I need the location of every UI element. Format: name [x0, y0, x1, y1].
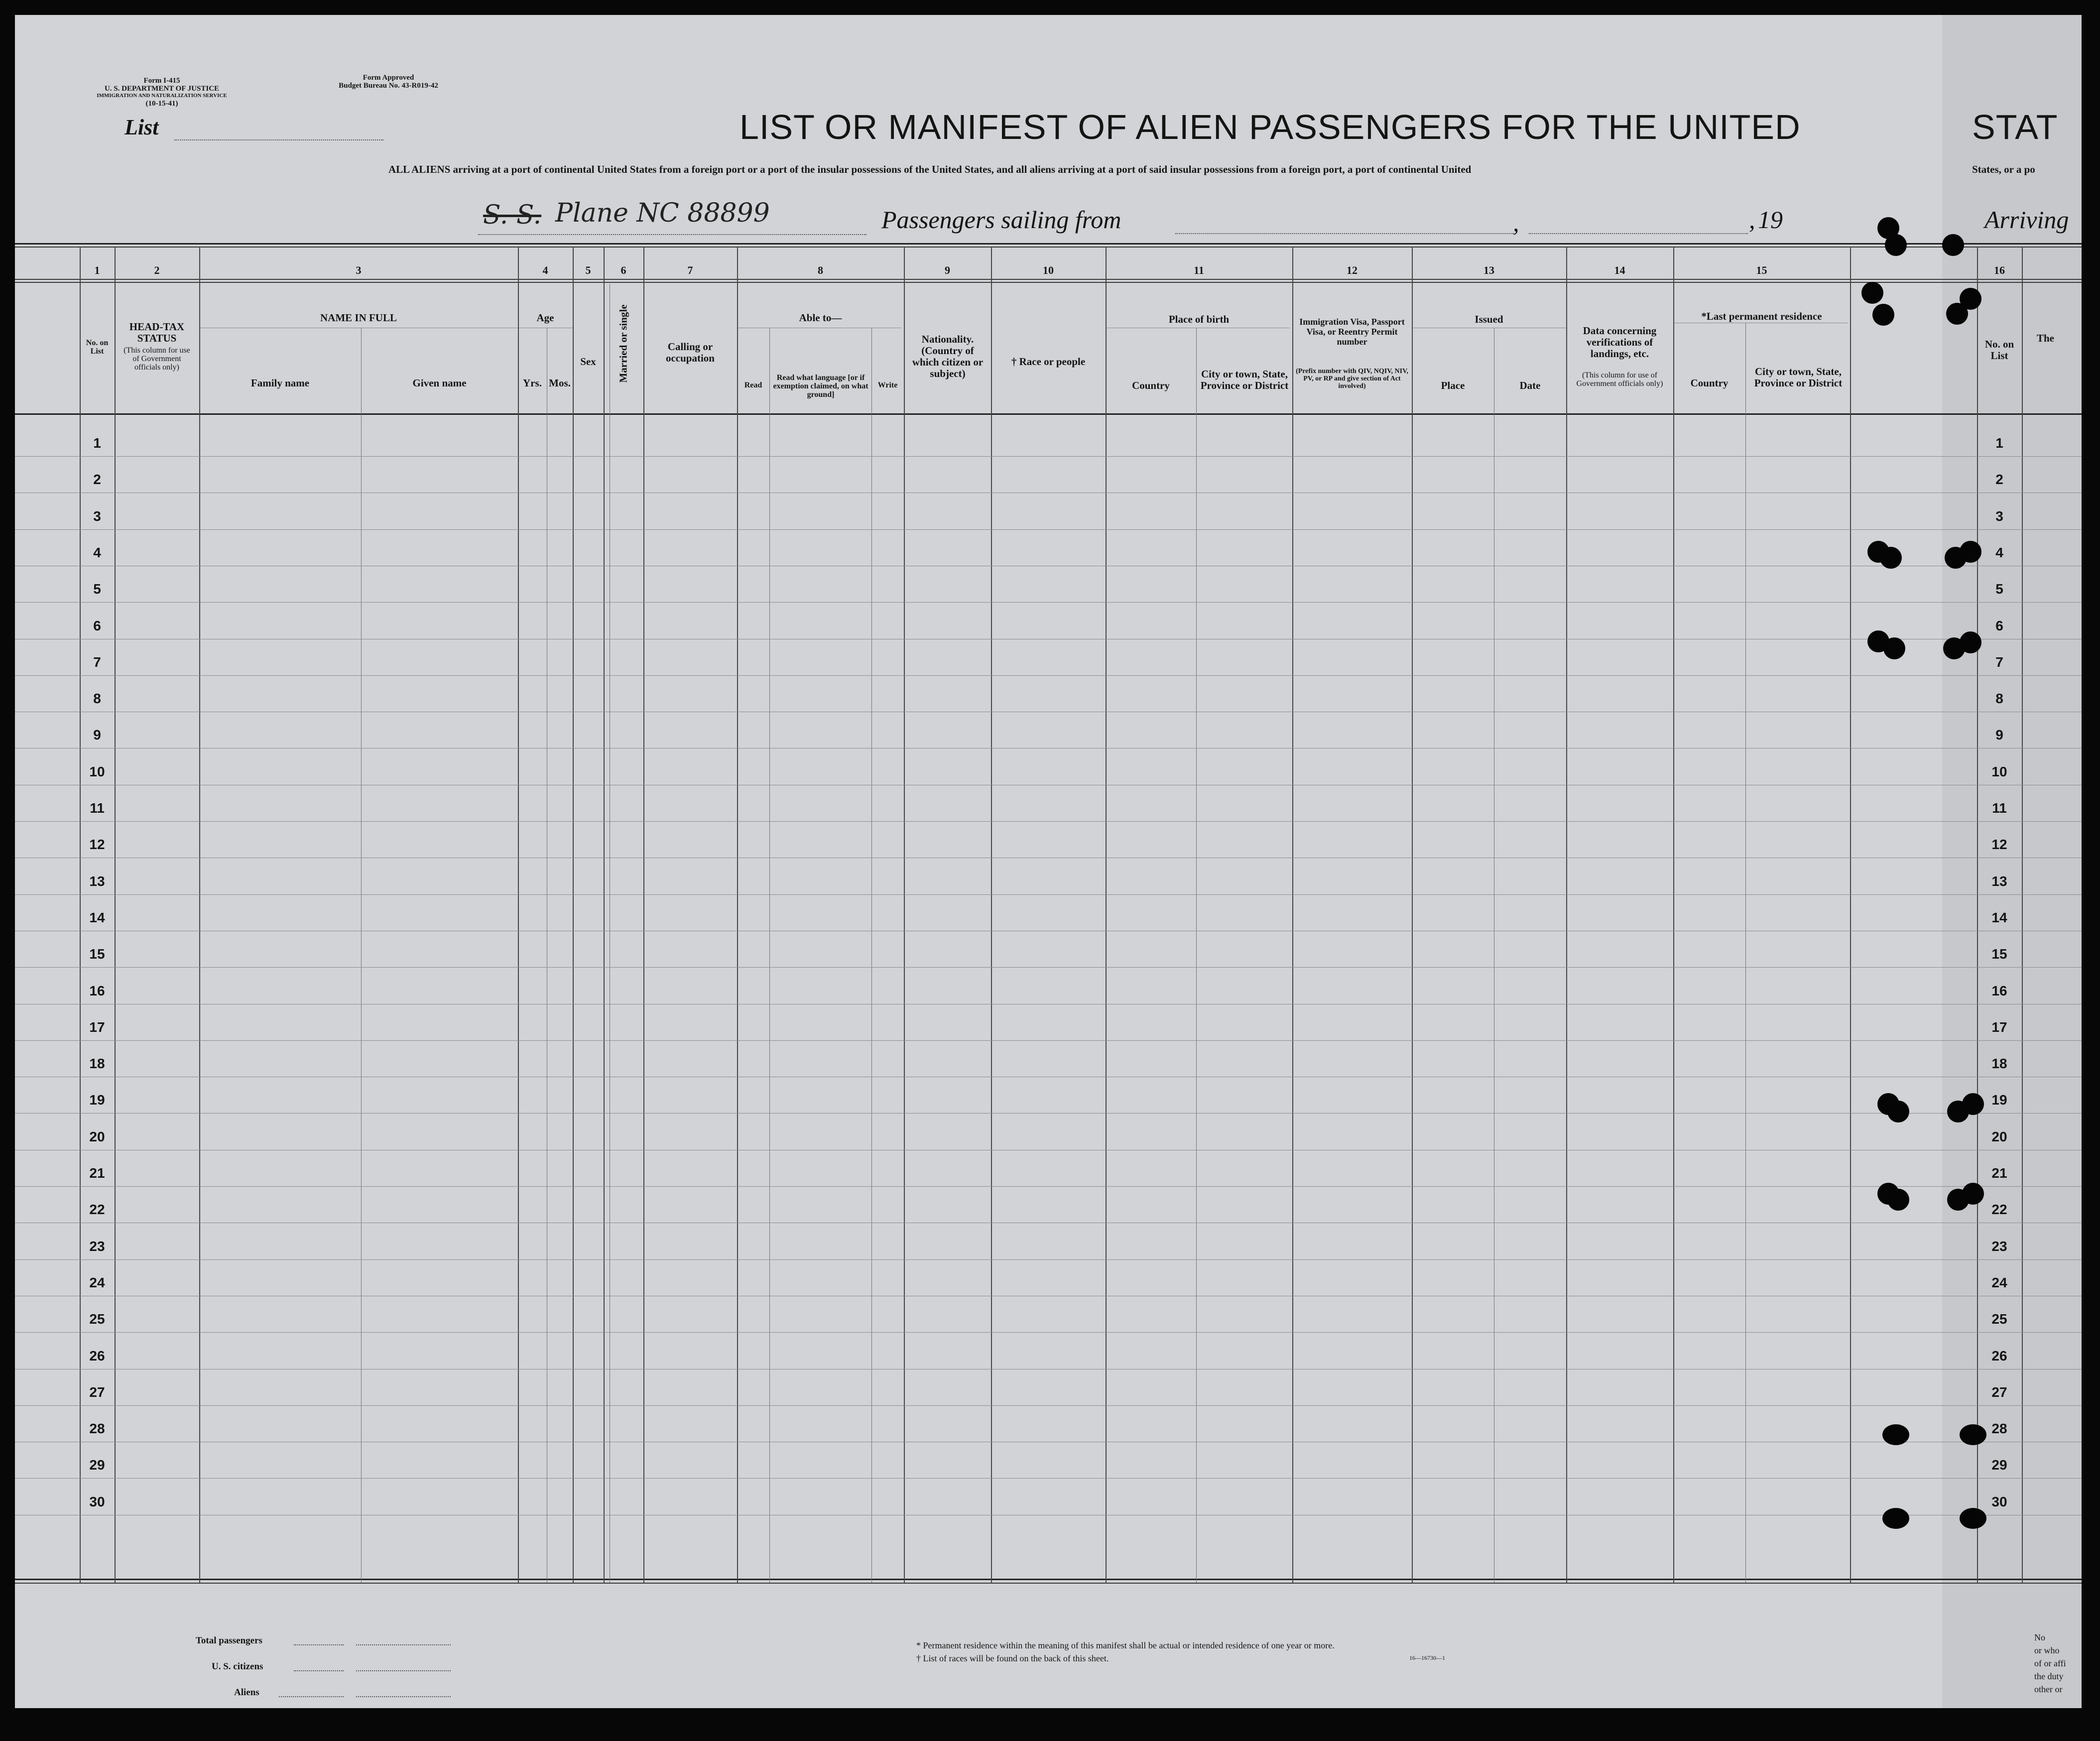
punch-hole: [1887, 1189, 1909, 1211]
row-number-right: 17: [1991, 1019, 2007, 1035]
row-number-right: 4: [1995, 545, 2003, 560]
row-number: 7: [93, 654, 101, 670]
form-approved: Form Approved: [363, 74, 414, 82]
header-yrs: Yrs.: [523, 377, 542, 389]
header-right-cut: The: [2037, 332, 2055, 344]
row-rule: [15, 1259, 2082, 1260]
col-num-13: 13: [1483, 264, 1494, 276]
row-number-right: 10: [1991, 764, 2007, 779]
row-rule: [15, 1332, 2082, 1333]
row-number-right: 19: [1991, 1092, 2007, 1108]
row-number: 5: [93, 581, 101, 597]
row-rule: [15, 675, 2082, 676]
punch-hole: [1960, 631, 1981, 653]
row-number-right: 5: [1995, 581, 2003, 597]
punch-hole: [1962, 1093, 1984, 1115]
header-no-on-list-right: No. on List: [1984, 338, 2014, 362]
row-number-right: 18: [1991, 1056, 2007, 1071]
comma-separator: ,: [1513, 209, 1519, 237]
row-number: 25: [89, 1311, 105, 1327]
col-divider-3: [199, 247, 200, 1583]
row-rule: [15, 529, 2082, 530]
row-number-right: 29: [1991, 1457, 2007, 1473]
col-divider-14: [1566, 247, 1567, 1583]
punch-hole: [1960, 1424, 1986, 1445]
col-num-5: 5: [585, 264, 591, 276]
row-number-right: 8: [1995, 691, 2003, 706]
row-number: 15: [89, 946, 105, 962]
header-issued: Issued: [1475, 313, 1503, 325]
row-number-right: 6: [1995, 618, 2003, 633]
col-divider-12: [1292, 247, 1293, 1583]
punch-hole: [1880, 547, 1902, 569]
col-divider-4: [518, 247, 519, 1583]
row-number-right: 2: [1995, 472, 2003, 487]
header-birth-city: City or town, State, Province or District: [1200, 368, 1289, 391]
col-num-1: 1: [94, 264, 100, 276]
manifest-sheet: [15, 15, 2082, 1708]
col-num-15: 15: [1756, 264, 1767, 276]
header-nationality: Nationality. (Country of which citizen or subject): [912, 333, 984, 379]
row-number: 12: [89, 837, 105, 852]
row-number-right: 28: [1991, 1421, 2007, 1436]
row-rule: [15, 1113, 2082, 1114]
col-num-10: 10: [1043, 264, 1054, 276]
header-mos: Mos.: [549, 377, 571, 389]
col-divider-2: [115, 247, 116, 1583]
header-head-tax-note: (This column for use of Government officials only): [124, 346, 190, 372]
header-birth-country: Country: [1132, 379, 1170, 391]
punch-hole: [1962, 1183, 1984, 1205]
right-cut-1: No: [2034, 1632, 2045, 1642]
aliens-field[interactable]: [356, 1696, 451, 1697]
table-top-rule: [15, 243, 2082, 245]
col-divider-11: [1106, 247, 1107, 1583]
right-cut-3: of or affi: [2034, 1658, 2066, 1668]
row-number-right: 1: [1995, 435, 2003, 451]
row-number-right: 22: [1991, 1202, 2007, 1217]
punch-hole: [1885, 234, 1907, 256]
punch-hole: [1960, 1508, 1986, 1529]
row-number-right: 3: [1995, 508, 2003, 524]
print-code: 16—16730—1: [1409, 1654, 1445, 1661]
us-citizens-label: U. S. citizens: [212, 1661, 263, 1672]
row-number-right: 20: [1991, 1129, 2007, 1144]
sailing-label: Passengers sailing from: [881, 206, 1121, 234]
row-number-right: 13: [1991, 873, 2007, 889]
header-given-name: Given name: [412, 377, 467, 389]
col-divider-6: [604, 247, 605, 1583]
row-rule: [15, 1040, 2082, 1041]
col-divider-9: [904, 247, 905, 1583]
row-number-right: 27: [1991, 1384, 2007, 1400]
header-visa-note: (Prefix number with QIV, NQIV, NIV, PV, or RP and give section of Act involved): [1296, 368, 1408, 390]
col-num-14: 14: [1614, 264, 1625, 276]
table-bottom-rule: [15, 1579, 2082, 1580]
comma-year: ,: [1749, 206, 1755, 234]
row-number: 6: [93, 618, 101, 633]
col-divider-10: [991, 247, 992, 1583]
aliens-label: Aliens: [234, 1687, 259, 1698]
us-citizens-field[interactable]: [356, 1670, 451, 1671]
row-rule: [15, 821, 2082, 822]
col-divider-18: [2022, 247, 2023, 1583]
manifest-subtitle: ALL ALIENS arriving at a port of continental United States from a foreign port or a port of the insular possessions of the United States, and all aliens arriving at a port of said insular possessions from a foreign port, a port of continental United: [388, 163, 1472, 175]
row-rule: [15, 1478, 2082, 1479]
punch-hole: [1887, 1101, 1909, 1122]
col-divider-13: [1412, 247, 1413, 1583]
service: IMMIGRATION AND NATURALIZATION SERVICE: [97, 93, 227, 99]
row-number: 23: [89, 1239, 105, 1254]
row-number: 22: [89, 1202, 105, 1217]
row-number-right: 9: [1995, 727, 2003, 743]
header-visa: Immigration Visa, Passport Visa, or Reentry Permit number: [1299, 317, 1405, 347]
row-number-right: 23: [1991, 1239, 2007, 1254]
sailing-port-field[interactable]: [1175, 233, 1514, 234]
punch-hole: [1942, 234, 1964, 256]
punch-hole: [1861, 282, 1883, 304]
list-number-field[interactable]: [174, 139, 383, 140]
row-number-right: 26: [1991, 1348, 2007, 1364]
row-number: 17: [89, 1019, 105, 1035]
row-number-right: 7: [1995, 654, 2003, 670]
header-sex: Sex: [580, 356, 596, 368]
row-number: 24: [89, 1275, 105, 1290]
col-num-4: 4: [542, 264, 548, 276]
col-num-3: 3: [356, 264, 362, 276]
col-divider-3b: [361, 328, 362, 1583]
row-rule: [15, 1186, 2082, 1187]
col-divider-15b: [1745, 323, 1746, 1583]
header-name-in-full: NAME IN FULL: [320, 312, 397, 324]
ship-name-handwritten[interactable]: Plane NC 88899: [555, 198, 770, 228]
header-able-to: Able to—: [799, 312, 842, 324]
row-rule: [15, 967, 2082, 968]
form-date: (10-15-41): [145, 100, 178, 108]
row-number: 29: [89, 1457, 105, 1473]
header-verifications-note: (This column for use of Government officials only): [1576, 371, 1663, 388]
footnote-races: † List of races will be found on the back of this sheet.: [916, 1653, 1109, 1663]
row-number-right: 24: [1991, 1275, 2007, 1290]
header-head-tax: HEAD-TAX STATUS: [129, 321, 185, 344]
aliens-leader: [279, 1696, 344, 1697]
col-divider-8c: [871, 328, 872, 1583]
col-num-7: 7: [687, 264, 693, 276]
row-number: 11: [90, 800, 105, 816]
header-married: Married or single: [617, 304, 629, 383]
right-cut-5: other or: [2034, 1684, 2063, 1694]
col-divider-5: [573, 247, 574, 1583]
header-place-of-birth: Place of birth: [1168, 313, 1230, 325]
row-rule: [15, 894, 2082, 895]
col-divider-7: [643, 247, 644, 1583]
row-number: 20: [89, 1129, 105, 1144]
header-bottom-rule: [15, 413, 2082, 415]
total-passengers-field[interactable]: [356, 1644, 451, 1645]
row-number-right: 12: [1991, 837, 2007, 852]
header-issued-place: Place: [1441, 379, 1465, 391]
row-number: 8: [93, 691, 101, 706]
table-top-rule-2: [15, 247, 2082, 248]
row-number-right: 21: [1991, 1165, 2007, 1181]
punch-hole: [1960, 541, 1981, 563]
manifest-title: LIST OR MANIFEST OF ALIEN PASSENGERS FOR THE UNITED: [740, 108, 1801, 146]
manifest-subtitle-continued: States, or a po: [1972, 163, 2035, 175]
col-divider-8b: [769, 328, 770, 1583]
col-num-16: 16: [1994, 264, 2005, 276]
year-prefix: 19: [1758, 206, 1783, 234]
row-number: 10: [89, 764, 105, 779]
sailing-date-field[interactable]: [1529, 233, 1748, 234]
row-number-right: 14: [1991, 910, 2007, 925]
header-residence-country: Country: [1690, 377, 1729, 389]
right-cut-4: the duty: [2034, 1671, 2064, 1681]
col-divider-1: [80, 247, 81, 1583]
punch-hole: [1872, 304, 1894, 326]
row-number-right: 15: [1991, 946, 2007, 962]
header-read: Read: [744, 381, 762, 389]
col-num-9: 9: [945, 264, 950, 276]
row-number: 4: [93, 545, 101, 560]
col-num-6: 6: [620, 264, 626, 276]
header-race: † Race or people: [1011, 356, 1086, 368]
row-number: 26: [89, 1348, 105, 1364]
row-number: 19: [89, 1092, 105, 1108]
header-write: Write: [877, 381, 898, 389]
col-num-11: 11: [1194, 264, 1204, 276]
row-number: 1: [93, 435, 101, 451]
column-number-rule: [15, 279, 2082, 280]
row-number: 13: [89, 873, 105, 889]
col-num-12: 12: [1347, 264, 1358, 276]
header-residence-city: City or town, State, Province or District: [1754, 366, 1843, 389]
ship-field-line: [478, 234, 866, 235]
row-number: 16: [89, 983, 105, 998]
arriving-label: Arriving: [1984, 206, 2069, 234]
row-number-right: 25: [1991, 1311, 2007, 1327]
form-id: Form I-415: [143, 77, 180, 85]
footnote-permanent-residence: * Permanent residence within the meaning of this manifest shall be actual or intended residence of one year or more.: [916, 1640, 1335, 1650]
punch-hole: [1883, 637, 1905, 659]
row-number: 30: [89, 1494, 105, 1509]
citizens-leader: [294, 1670, 344, 1671]
header-age: Age: [536, 312, 554, 324]
total-passengers-label: Total passengers: [196, 1635, 262, 1646]
row-number: 2: [93, 472, 101, 487]
row-rule: [15, 456, 2082, 457]
col-divider-11b: [1196, 328, 1197, 1583]
col-divider-15: [1673, 247, 1674, 1583]
header-issued-date: Date: [1519, 379, 1541, 391]
col-divider-17: [1977, 247, 1978, 1583]
row-number: 21: [89, 1165, 105, 1181]
department: U. S. DEPARTMENT OF JUSTICE: [104, 85, 220, 93]
col-num-8: 8: [818, 264, 823, 276]
row-number: 3: [93, 508, 101, 524]
row-number-right: 11: [1992, 800, 2007, 816]
col-divider-16: [1850, 247, 1851, 1583]
budget-number: Budget Bureau No. 43-R019-42: [339, 82, 438, 90]
header-last-residence: *Last permanent residence: [1701, 310, 1822, 322]
row-number: 28: [89, 1421, 105, 1436]
row-number-right: 16: [1991, 983, 2007, 998]
row-number: 18: [89, 1056, 105, 1071]
punch-hole: [1882, 1424, 1909, 1445]
manifest-title-continued: STAT: [1972, 108, 2058, 146]
header-calling: Calling or occupation: [665, 341, 715, 364]
row-number: 9: [93, 727, 101, 743]
col-divider-8: [737, 247, 738, 1583]
row-number: 14: [89, 910, 105, 925]
table-bottom-rule-2: [15, 1583, 2082, 1584]
row-number: 27: [89, 1384, 105, 1400]
list-label: List: [124, 115, 159, 139]
header-family-name: Family name: [250, 377, 310, 389]
right-cut-2: or who: [2034, 1645, 2060, 1655]
header-no-on-list: No. on List: [86, 339, 109, 356]
total-leader: [294, 1644, 344, 1645]
row-rule: [15, 602, 2082, 603]
column-number-rule-2: [15, 282, 2082, 283]
col-num-2: 2: [154, 264, 160, 276]
punch-hole: [1882, 1508, 1909, 1529]
row-number-right: 30: [1991, 1494, 2007, 1509]
ship-prefix: S. S.: [483, 200, 542, 230]
header-verifications: Data concerning verifications of landings, etc.: [1583, 325, 1657, 360]
punch-hole: [1960, 288, 1981, 310]
header-read-language: Read what language [or if exemption claimed, on what ground]: [773, 373, 868, 399]
row-rule: [15, 1405, 2082, 1406]
